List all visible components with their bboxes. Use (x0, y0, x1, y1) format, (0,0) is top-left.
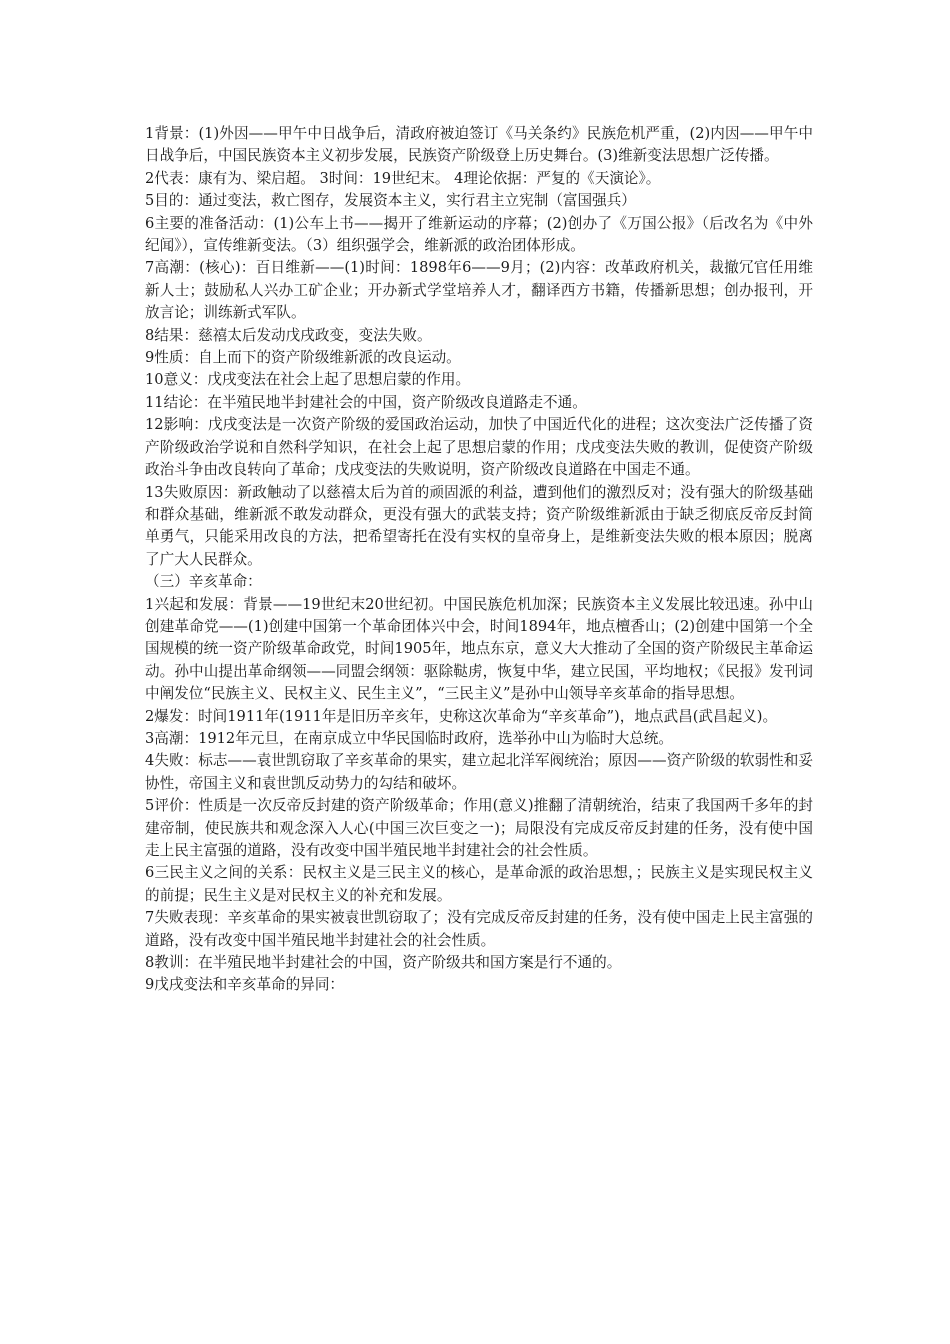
paragraph-purpose: 5目的：通过变法，救亡图存，发展资本主义，实行君主立宪制（富国强兵） (145, 192, 636, 210)
paragraph-rise-development: 1兴起和发展：背景——19世纪末20世纪初。中国民族危机加深；民族资本主义发展比较迅速。孙中山创建革命党——(1)创建中国第一个革命团体兴中会，时间1894年，地点檀香山；(2)创建中国第一个全国规模的统一资产阶级革命政党，时间1905年，地点东京，意义大大推动了全国的资产阶级民主革命运动。孙中山提出革命纲领——同盟会纲领：驱除鞑虏，恢复中华，建立民国，平均地权；《民报》发刊词中阐发位“民族主义、民权主义、民生主义”，“三民主义”是孙中山领导辛亥革命的指导思想。 (145, 595, 813, 703)
paragraph-outbreak: 2爆发：时间1911年(1911年是旧历辛亥年，史称这次革命为“辛亥革命”)，地点武昌(武昌起义)。 (145, 707, 778, 725)
paragraph-failure: 4失败：标志——袁世凯窃取了辛亥革命的果实，建立起北洋军阀统治；原因——资产阶级的软弱性和妥协性，帝国主义和袁世凯反动势力的勾结和破坏。 (145, 752, 813, 792)
paragraph-result: 8结果：慈禧太后发动戊戌政变，变法失败。 (145, 326, 432, 344)
paragraph-xinhai-climax: 3高潮：1912年元旦，在南京成立中华民国临时政府，选举孙中山为临时大总统。 (145, 729, 674, 747)
paragraph-representatives: 2代表：康有为、梁启超。 3时间：19世纪末。 4理论依据：严复的《天演论》。 (145, 169, 661, 187)
document-body (145, 123, 813, 997)
paragraph-background: 1背景：(1)外因——甲午中日战争后，清政府被迫签订《马关条约》民族危机严重，(2)内因——甲午中日战争后，中国民族资本主义初步发展，民族资产阶级登上历史舞台。(3)维新变法思想广泛传播。 (145, 125, 813, 165)
paragraph-lesson: 8教训：在半殖民地半封建社会的中国，资产阶级共和国方案是行不通的。 (145, 954, 622, 972)
paragraph-nature: 9性质：自上而下的资产阶级维新派的改良运动。 (145, 349, 461, 367)
paragraph-influence: 12影响：戊戌变法是一次资产阶级的爱国政治运动，加快了中国近代化的进程；这次变法广泛传播了资产阶级政治学说和自然科学知识，在社会上起了思想启蒙的作用；戊戌变法失败的教训，促使资产阶级政治斗争由改良转向了革命；戊戌变法的失败说明，资产阶级改良道路在中国走不通。 (145, 416, 813, 479)
paragraph-comparison: 9戊戌变法和辛亥革命的异同： (145, 976, 345, 994)
section-heading-xinhai: （三）辛亥革命： (145, 573, 262, 591)
paragraph-significance: 10意义：戊戌变法在社会上起了思想启蒙的作用。 (145, 371, 471, 389)
paragraph-evaluation: 5评价：性质是一次反帝反封建的资产阶级革命；作用(意义)推翻了清朝统治，结束了我国两千多年的封建帝制，使民族共和观念深入人心(中国三次巨变之一)；局限没有完成反帝反封建的任务，没有使中国走上民主富强的道路，没有改变中国半殖民地半封建社会的社会性质。 (145, 797, 813, 859)
paragraph-failure-reasons: 13失败原因：新政触动了以慈禧太后为首的顽固派的利益，遭到他们的激烈反对；没有强大的阶级基础和群众基础，维新派不敢发动群众，更没有强大的武装支持；资产阶级维新派由于缺乏彻底反帝反封简单勇气，只能采用改良的方法，把希望寄托在没有实权的皇帝身上，是维新变法失败的根本原因；脱离了广大人民群众。 (145, 483, 813, 568)
paragraph-failure-manifestation: 7失败表现：辛亥革命的果实被袁世凯窃取了；没有完成反帝反封建的任务，没有使中国走上民主富强的道路，没有改变中国半殖民地半封建社会的社会性质。 (145, 909, 813, 949)
paragraph-climax: 7高潮：(核心)：百日维新——(1)时间：1898年6——9月；(2)内容：改革政府机关，裁撤冗官任用维新人士；鼓励私人兴办工矿企业；开办新式学堂培养人才，翻译西方书籍，传播新思想；创办报刊，开放言论；训练新式军队。 (145, 259, 813, 322)
paragraph-conclusion: 11结论：在半殖民地半封建社会的中国，资产阶级改良道路走不通。 (145, 393, 587, 411)
paragraph-preparations: 6主要的准备活动：(1)公车上书——揭开了维新运动的序幕；(2)创办了《万国公报》（后改名为《中外纪闻》），宣传维新变法。（3）组织强学会，维新派的政治团体形成。 (145, 214, 813, 255)
paragraph-three-principles: 6三民主义之间的关系：民权主义是三民主义的核心，是革命派的政治思想，；民族主义是实现民权主义的前提；民生主义是对民权主义的补充和发展。 (145, 864, 813, 904)
